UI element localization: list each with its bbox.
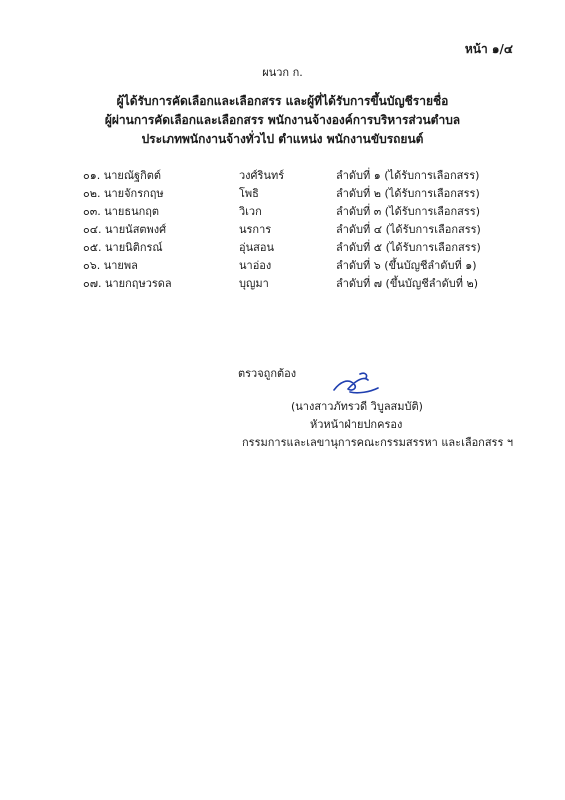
annex-label: ผนวก ก. [262,66,303,79]
signer-committee: กรรมการและเลขานุการคณะกรรมสรรหา และเลือกสรร ฯ [242,436,514,449]
candidate-surname: วงศ์รินทร์ [239,169,285,182]
candidate-rank: ลำดับที่ ๕ (ได้รับการเลือกสรร) [336,241,481,254]
heading-line-3: ประเภทพนักงานจ้างทั่วไป ตำแหน่ง พนักงานขับรถยนต์ [141,132,424,146]
candidate-name: ๐๓. นายธนกฤต [83,205,160,218]
candidate-rank: ลำดับที่ ๔ (ได้รับการเลือกสรร) [336,223,481,236]
signer-name: (นางสาวภัทรวดี วิบูลสมบัติ) [291,400,423,413]
candidate-name: ๐๒. นายจักรกฤษ [83,187,164,200]
candidate-rank: ลำดับที่ ๒ (ได้รับการเลือกสรร) [336,187,480,200]
heading-line-2: ผู้ผ่านการคัดเลือกและเลือกสรร พนักงานจ้างองค์การบริหารส่วนตำบล [104,113,461,127]
candidate-surname: นรการ [239,223,272,236]
candidate-rank: ลำดับที่ ๖ (ขึ้นบัญชีลำดับที่ ๑) [336,259,477,272]
candidate-name: ๐๕. นายนิติกรณ์ [83,241,163,254]
page-number: หน้า ๑/๔ [464,42,513,56]
candidate-surname: โพธิ [239,187,259,200]
candidate-name: ๐๑. นายณัฐกิตต์ [83,169,162,182]
candidate-surname: บุญมา [239,277,269,290]
candidate-name: ๐๗. นายกฤษวรดล [83,277,172,290]
signature-image [330,370,380,396]
verified-label: ตรวจถูกต้อง [238,367,297,380]
candidate-surname: นาอ่อง [239,259,272,272]
candidate-name: ๐๖. นายพล [83,259,138,272]
candidate-rank: ลำดับที่ ๗ (ขึ้นบัญชีลำดับที่ ๒) [336,277,479,290]
heading-line-1: ผู้ได้รับการคัดเลือกและเลือกสรร และผู้ที่ได้รับการขึ้นบัญชีรายชื่อ [116,94,449,108]
candidate-surname: อุ่นสอน [239,241,274,254]
candidate-surname: วิเวก [239,205,262,218]
candidate-name: ๐๔. นายนัสตพงศ์ [83,223,167,236]
signer-title: หัวหน้าฝ่ายปกครอง [310,418,403,431]
candidate-rank: ลำดับที่ ๓ (ได้รับการเลือกสรร) [336,205,480,218]
candidate-rank: ลำดับที่ ๑ (ได้รับการเลือกสรร) [336,169,480,182]
